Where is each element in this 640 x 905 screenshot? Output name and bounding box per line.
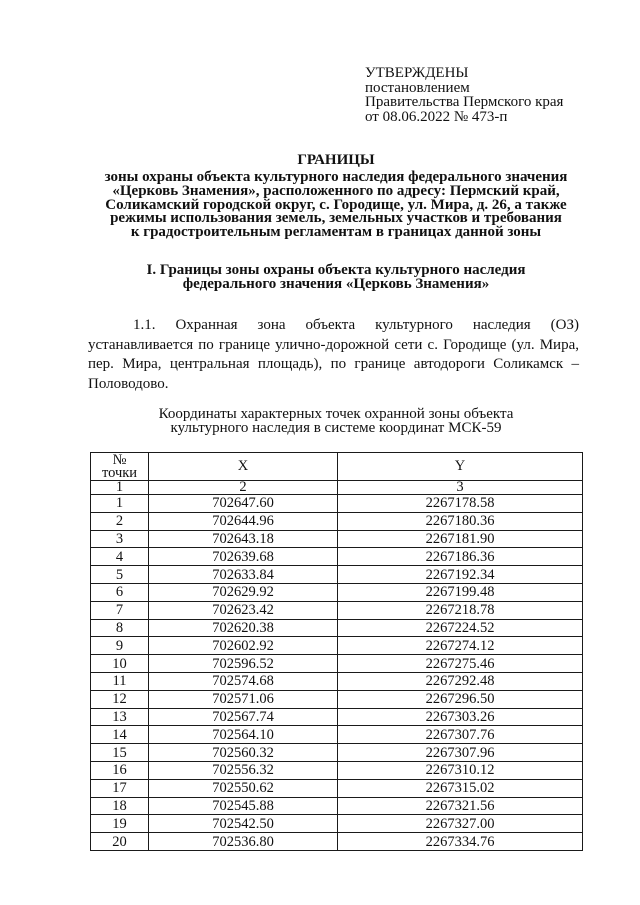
point-number-cell: 19: [91, 815, 149, 833]
table-row: [91, 761, 583, 779]
x-coordinate-cell: 702629.92: [149, 583, 338, 601]
header-point-word: точки: [101, 464, 138, 481]
y-coordinate-cell: 2267274.12: [338, 637, 583, 655]
table-row: [91, 512, 583, 530]
paragraph-line: пер. Мира, центральная площадь), по границе автодороги Соликамск –: [88, 356, 579, 372]
point-number-cell: 17: [91, 779, 149, 797]
point-number-cell: 7: [91, 601, 149, 619]
x-coordinate-cell: 702545.88: [149, 797, 338, 815]
table-body: [91, 495, 583, 851]
point-number-cell: 8: [91, 619, 149, 637]
x-coordinate-cell: 702647.60: [149, 495, 338, 513]
table-row: [91, 583, 583, 601]
y-coordinate-cell: 2267180.36: [338, 512, 583, 530]
y-coordinate-cell: 2267307.76: [338, 726, 583, 744]
x-coordinate-cell: 702602.92: [149, 637, 338, 655]
paragraph-line: устанавливается по границе улично-дорожной сети с. Городище (ул. Мира,: [88, 336, 579, 353]
table-row: [91, 637, 583, 655]
paragraph-line: Половодово.: [88, 375, 169, 392]
x-coordinate-cell: 702623.42: [149, 601, 338, 619]
document-subtitle: [32, 171, 640, 240]
header-x: X: [149, 453, 338, 481]
table-row: [91, 530, 583, 548]
table-row: [91, 797, 583, 815]
point-number-cell: 18: [91, 797, 149, 815]
y-coordinate-cell: 2267307.96: [338, 744, 583, 762]
table-row: [91, 655, 583, 673]
subtitle-line: Соликамский городской округ, с. Городище, ул. Мира, д. 26, а также: [105, 196, 567, 213]
point-number-cell: 4: [91, 548, 149, 566]
y-coordinate-cell: 2267292.48: [338, 672, 583, 690]
y-coordinate-cell: 2267327.00: [338, 815, 583, 833]
approval-line: от 08.06.2022 № 473-п: [365, 108, 508, 125]
y-coordinate-cell: 2267181.90: [338, 530, 583, 548]
table-header-row: [91, 453, 583, 481]
x-coordinate-cell: 702639.68: [149, 548, 338, 566]
table-row: [91, 779, 583, 797]
y-coordinate-cell: 2267199.48: [338, 583, 583, 601]
table-row: [91, 495, 583, 513]
point-number-cell: 11: [91, 672, 149, 690]
approval-block: [365, 66, 563, 124]
table-row: [91, 672, 583, 690]
table-caption-line: культурного наследия в системе координат МСК-59: [170, 420, 502, 436]
point-number-cell: 13: [91, 708, 149, 726]
table-row: [91, 566, 583, 584]
table-row: [91, 744, 583, 762]
x-coordinate-cell: 702542.50: [149, 815, 338, 833]
table-caption: [32, 407, 640, 435]
x-coordinate-cell: 702574.68: [149, 672, 338, 690]
point-number-cell: 3: [91, 530, 149, 548]
y-coordinate-cell: 2267275.46: [338, 655, 583, 673]
y-coordinate-cell: 2267224.52: [338, 619, 583, 637]
x-coordinate-cell: 702567.74: [149, 708, 338, 726]
x-coordinate-cell: 702536.80: [149, 833, 338, 851]
x-coordinate-cell: 702633.84: [149, 566, 338, 584]
y-coordinate-cell: 2267315.02: [338, 779, 583, 797]
y-coordinate-cell: 2267218.78: [338, 601, 583, 619]
header-point-number: [91, 453, 149, 481]
section-heading-line: I. Границы зоны охраны объекта культурного наследия: [146, 262, 526, 278]
table-row: [91, 548, 583, 566]
point-number-cell: 9: [91, 637, 149, 655]
table-row: [91, 601, 583, 619]
x-coordinate-cell: 702620.38: [149, 619, 338, 637]
y-coordinate-cell: 2267303.26: [338, 708, 583, 726]
approval-line: постановлением: [365, 79, 470, 96]
y-coordinate-cell: 2267310.12: [338, 761, 583, 779]
subtitle-line: режимы использования земель, земельных участков и требования: [110, 210, 562, 227]
y-coordinate-cell: 2267334.76: [338, 833, 583, 851]
point-number-cell: 1: [91, 495, 149, 513]
subtitle-line: зоны охраны объекта культурного наследия федерального значения: [104, 169, 568, 185]
x-coordinate-cell: 702560.32: [149, 744, 338, 762]
approval-line: Правительства Пермского края: [365, 94, 564, 110]
table-row: [91, 815, 583, 833]
column-number: 2: [149, 481, 338, 495]
x-coordinate-cell: 702550.62: [149, 779, 338, 797]
table-row: [91, 690, 583, 708]
point-number-cell: 12: [91, 690, 149, 708]
y-coordinate-cell: 2267321.56: [338, 797, 583, 815]
column-number: 3: [338, 481, 583, 495]
table-row: [91, 619, 583, 637]
table-column-numbers-row: [91, 481, 583, 495]
paragraph-1-1: [88, 316, 579, 394]
x-coordinate-cell: 702643.18: [149, 530, 338, 548]
subtitle-line: к градостроительным регламентам в границах данной зоны: [130, 224, 542, 241]
point-number-cell: 14: [91, 726, 149, 744]
column-number: 1: [91, 481, 149, 495]
x-coordinate-cell: 702556.32: [149, 761, 338, 779]
table-row: [91, 708, 583, 726]
table-caption-line: Координаты характерных точек охранной зоны объекта: [158, 406, 514, 422]
table-row: [91, 833, 583, 851]
x-coordinate-cell: 702571.06: [149, 690, 338, 708]
section-heading-line: федерального значения «Церковь Знамения»: [182, 276, 490, 292]
header-number-sign: №: [112, 451, 127, 468]
subtitle-line: «Церковь Знамения», расположенного по адресу: Пермский край,: [112, 182, 560, 199]
y-coordinate-cell: 2267178.58: [338, 495, 583, 513]
point-number-cell: 5: [91, 566, 149, 584]
y-coordinate-cell: 2267296.50: [338, 690, 583, 708]
point-number-cell: 20: [91, 833, 149, 851]
table-row: [91, 726, 583, 744]
x-coordinate-cell: 702644.96: [149, 512, 338, 530]
approval-line: УТВЕРЖДЕНЫ: [365, 65, 469, 81]
y-coordinate-cell: 2267186.36: [338, 548, 583, 566]
point-number-cell: 10: [91, 655, 149, 673]
header-y: Y: [338, 453, 583, 481]
x-coordinate-cell: 702564.10: [149, 726, 338, 744]
y-coordinate-cell: 2267192.34: [338, 566, 583, 584]
point-number-cell: 6: [91, 583, 149, 601]
coordinates-table: [90, 452, 583, 851]
document-title: ГРАНИЦЫ: [297, 152, 375, 168]
point-number-cell: 2: [91, 512, 149, 530]
section-heading: [32, 263, 640, 291]
point-number-cell: 16: [91, 761, 149, 779]
point-number-cell: 15: [91, 744, 149, 762]
x-coordinate-cell: 702596.52: [149, 655, 338, 673]
paragraph-line: 1.1. Охранная зона объекта культурного наследия (ОЗ): [133, 317, 579, 333]
